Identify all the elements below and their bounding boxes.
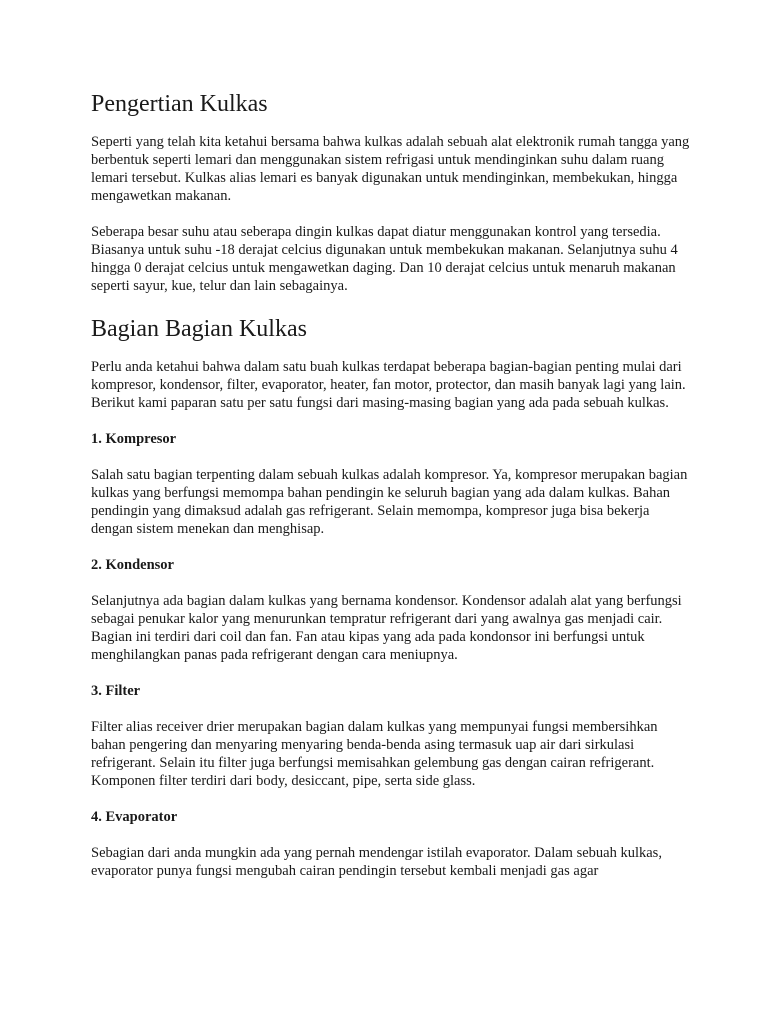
heading-pengertian-kulkas: Pengertian Kulkas — [91, 91, 268, 117]
subheading-kompresor: 1. Kompresor — [91, 431, 177, 447]
document-page — [91, 88, 691, 898]
heading-bagian-kulkas: Bagian Bagian Kulkas — [91, 316, 307, 342]
paragraph-definition: Seperti yang telah kita ketahui bersama bahwa kulkas adalah sebuah alat elektronik rumah tangga yang berbentuk seperti lemari dan menggunakan sistem refrigasi untuk mendinginkan suhu dalam ruang lemari tersebut. Kulkas alias lemari es banyak digunakan untuk mendinginkan, membekukan, hingga mengawetkan makanan. — [91, 134, 690, 204]
paragraph-kondensor: Selanjutnya ada bagian dalam kulkas yang bernama kondensor. Kondensor adalah alat yang berfungsi sebagai penukar kalor yang menurunkan tempratur refrigerant dari yang awalnya gas menjadi cair. Bagian ini terdiri dari coil dan fan. Fan atau kipas yang ada pada kondonsor ini berfungsi untuk menghilangkan panas pada refrigerant dengan cara meniupnya. — [91, 593, 682, 663]
subheading-evaporator: 4. Evaporator — [91, 809, 178, 825]
paragraph-filter: Filter alias receiver drier merupakan bagian dalam kulkas yang mempunyai fungsi membersihkan bahan pengering dan menyaring menyaring benda-benda asing termasuk uap air dari sirkulasi refrigerant. Selain itu filter juga berfungsi memisahkan gelembung gas dengan cairan refrigerant. Komponen filter terdiri dari body, desiccant, pipe, serta side glass. — [91, 719, 658, 789]
subheading-filter: 3. Filter — [91, 683, 141, 699]
paragraph-temperature: Seberapa besar suhu atau seberapa dingin kulkas dapat diatur menggunakan kontrol yang tersedia. Biasanya untuk suhu -18 derajat celcius digunakan untuk membekukan makanan. Selanjutnya suhu 4 hingga 0 derajat celcius untuk mengawetkan daging. Dan 10 derajat celcius untuk menaruh makanan seperti sayur, kue, telur dan lain sebagainya. — [91, 224, 678, 294]
paragraph-kompresor: Salah satu bagian terpenting dalam sebuah kulkas adalah kompresor. Ya, kompresor merupakan bagian kulkas yang berfungsi memompa bahan pendingin ke seluruh bagian yang ada dalam kulkas. Bahan pendingin yang dimaksud adalah gas refrigerant. Selain memompa, kompresor juga bisa bekerja dengan sistem menekan dan menghisap. — [91, 467, 688, 537]
paragraph-evaporator: Sebagian dari anda mungkin ada yang pernah mendengar istilah evaporator. Dalam sebuah kulkas, evaporator punya fungsi mengubah cairan pendingin tersebut kembali menjadi gas agar — [91, 845, 662, 879]
subheading-kondensor: 2. Kondensor — [91, 557, 174, 573]
paragraph-parts-intro: Perlu anda ketahui bahwa dalam satu buah kulkas terdapat beberapa bagian-bagian penting mulai dari kompresor, kondensor, filter, evaporator, heater, fan motor, protector, dan masih banyak lagi yang lain. Berikut kami paparan satu per satu fungsi dari masing-masing bagian yang ada pada sebuah kulkas. — [91, 359, 686, 411]
